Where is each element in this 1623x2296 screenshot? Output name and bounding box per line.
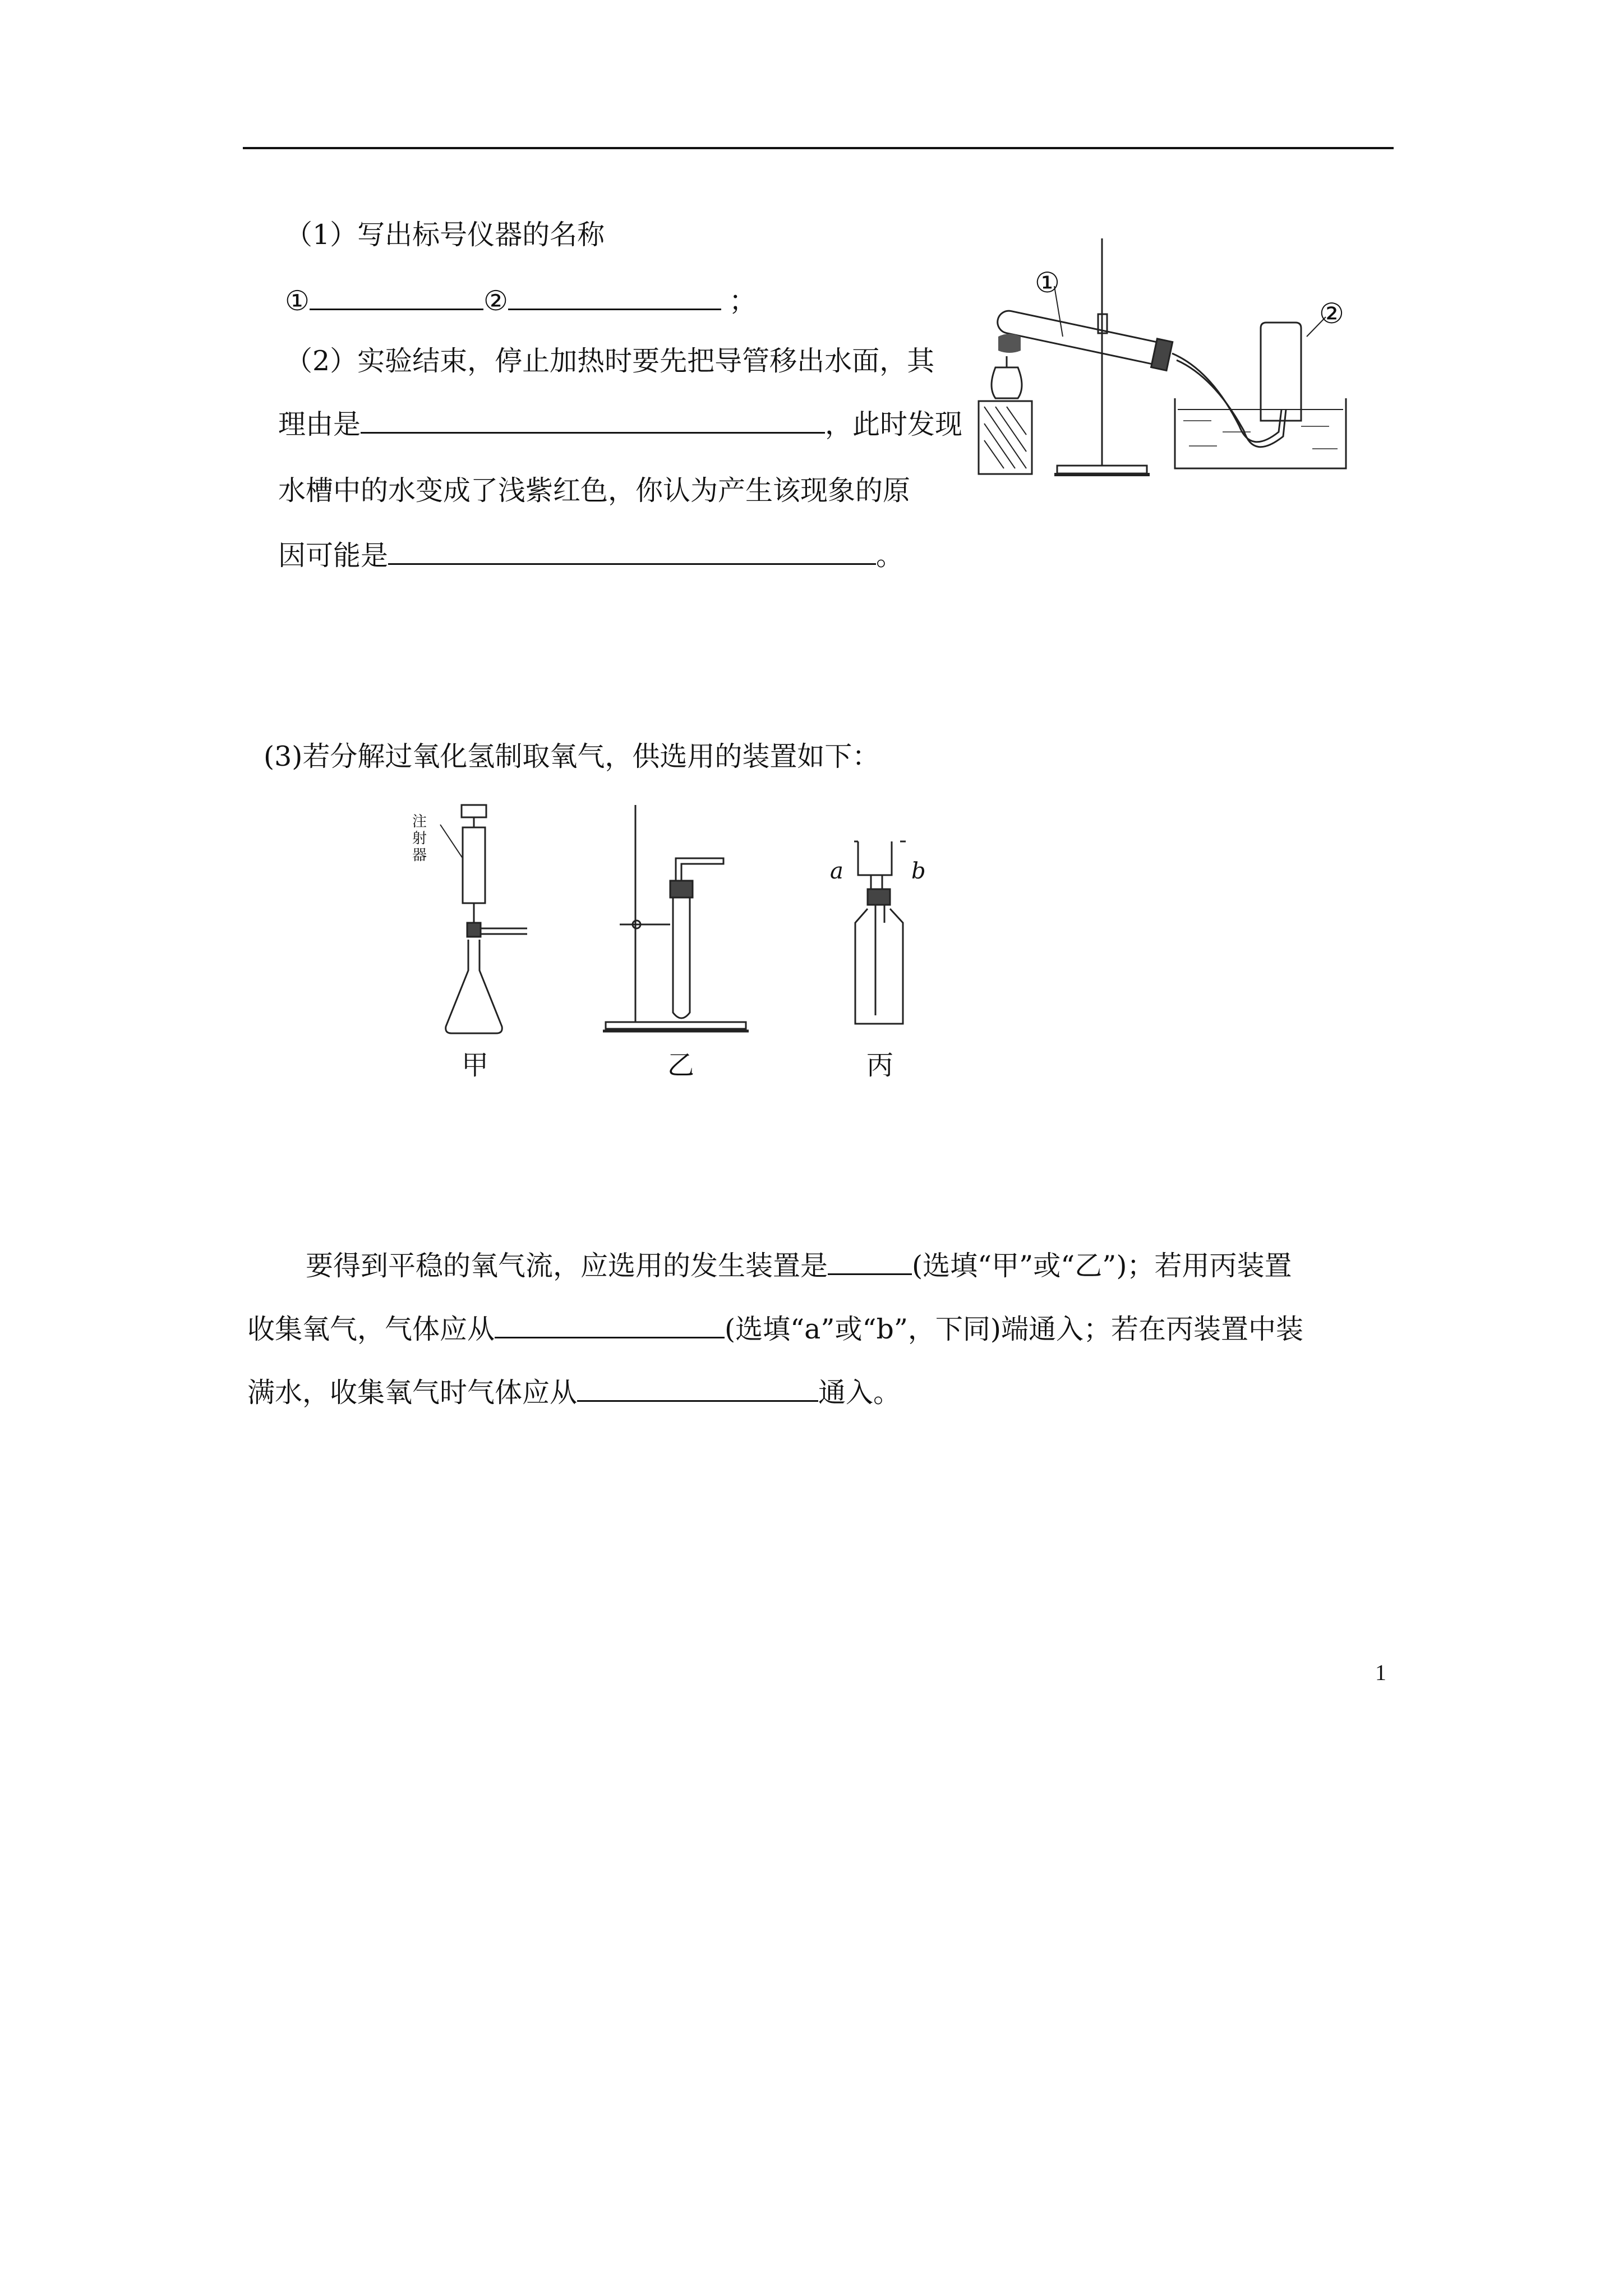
q3-line2-b: (选填“a”或“b”，下同)端通入；若在丙装置中装 bbox=[725, 1313, 1304, 1345]
test-tube bbox=[995, 306, 1173, 371]
q3-line3-a: 满水，收集氧气时气体应从 bbox=[247, 1377, 578, 1409]
q1-mark2: ② bbox=[483, 285, 508, 317]
q3-para-line2 bbox=[247, 1308, 1303, 1347]
answer-blank-inlet-collect[interactable] bbox=[495, 1310, 725, 1338]
label-jia: 甲 bbox=[462, 1050, 489, 1081]
answer-blank-2[interactable] bbox=[508, 282, 721, 310]
q1-end: ； bbox=[728, 285, 757, 317]
figure-apparatus-options bbox=[412, 802, 945, 1088]
answer-blank-inlet-water[interactable] bbox=[577, 1373, 818, 1402]
syringe-label: 注射器 bbox=[412, 813, 427, 864]
apparatus-yi bbox=[603, 805, 749, 1031]
q3-para-line1 bbox=[306, 1244, 1292, 1283]
answer-blank-cause[interactable] bbox=[388, 536, 876, 565]
label-port-b: b bbox=[911, 858, 926, 884]
stand-base bbox=[1057, 466, 1147, 473]
gas-jar bbox=[1261, 323, 1301, 421]
q3-para-line3 bbox=[247, 1371, 901, 1410]
label-bing: 丙 bbox=[866, 1050, 894, 1081]
q1-mark1: ① bbox=[285, 285, 310, 317]
q2-line2-b: ，此时发现 bbox=[825, 408, 963, 440]
q1-prompt: （1）写出标号仪器的名称 bbox=[285, 219, 605, 251]
label-circle-2: ② bbox=[1319, 297, 1344, 330]
q3-intro: (3)若分解过氧化氢制取氧气，供选用的装置如下： bbox=[264, 740, 880, 772]
q2-line3: 水槽中的水变成了浅紫红色，你认为产生该现象的原 bbox=[278, 475, 911, 507]
q2-line2 bbox=[278, 403, 962, 442]
label-circle-1: ① bbox=[1035, 266, 1060, 299]
q3-line3-b: 通入。 bbox=[818, 1377, 901, 1409]
q3-line2-a: 收集氧气，气体应从 bbox=[247, 1313, 495, 1345]
page-number: 1 bbox=[1375, 1660, 1386, 1685]
apparatus-jia bbox=[440, 805, 527, 1033]
q2-line4-a: 因可能是 bbox=[278, 540, 389, 572]
answer-blank-1[interactable] bbox=[310, 282, 483, 310]
q1-blanks-line bbox=[285, 279, 757, 319]
alcohol-lamp bbox=[992, 367, 1022, 398]
label-yi: 乙 bbox=[667, 1050, 695, 1081]
answer-blank-reason[interactable] bbox=[361, 405, 825, 434]
header-rule bbox=[243, 147, 1394, 149]
figure-heating-apparatus bbox=[976, 230, 1357, 494]
answer-blank-generator[interactable] bbox=[828, 1246, 912, 1275]
q3-line1-a: 要得到平稳的氧气流，应选用的发生装置是 bbox=[306, 1250, 828, 1282]
apparatus-bing bbox=[854, 841, 906, 1024]
q2-line2-a: 理由是 bbox=[278, 408, 361, 440]
q2-line4 bbox=[278, 534, 903, 573]
apparatus-drawing bbox=[976, 230, 1357, 494]
label-port-a: a bbox=[830, 858, 843, 884]
q2-line1: （2）实验结束，停止加热时要先把导管移出水面，其 bbox=[285, 345, 935, 377]
q3-line1-b: (选填“甲”或“乙”)；若用丙装置 bbox=[912, 1250, 1292, 1282]
q2-line4-b: 。 bbox=[876, 540, 904, 572]
